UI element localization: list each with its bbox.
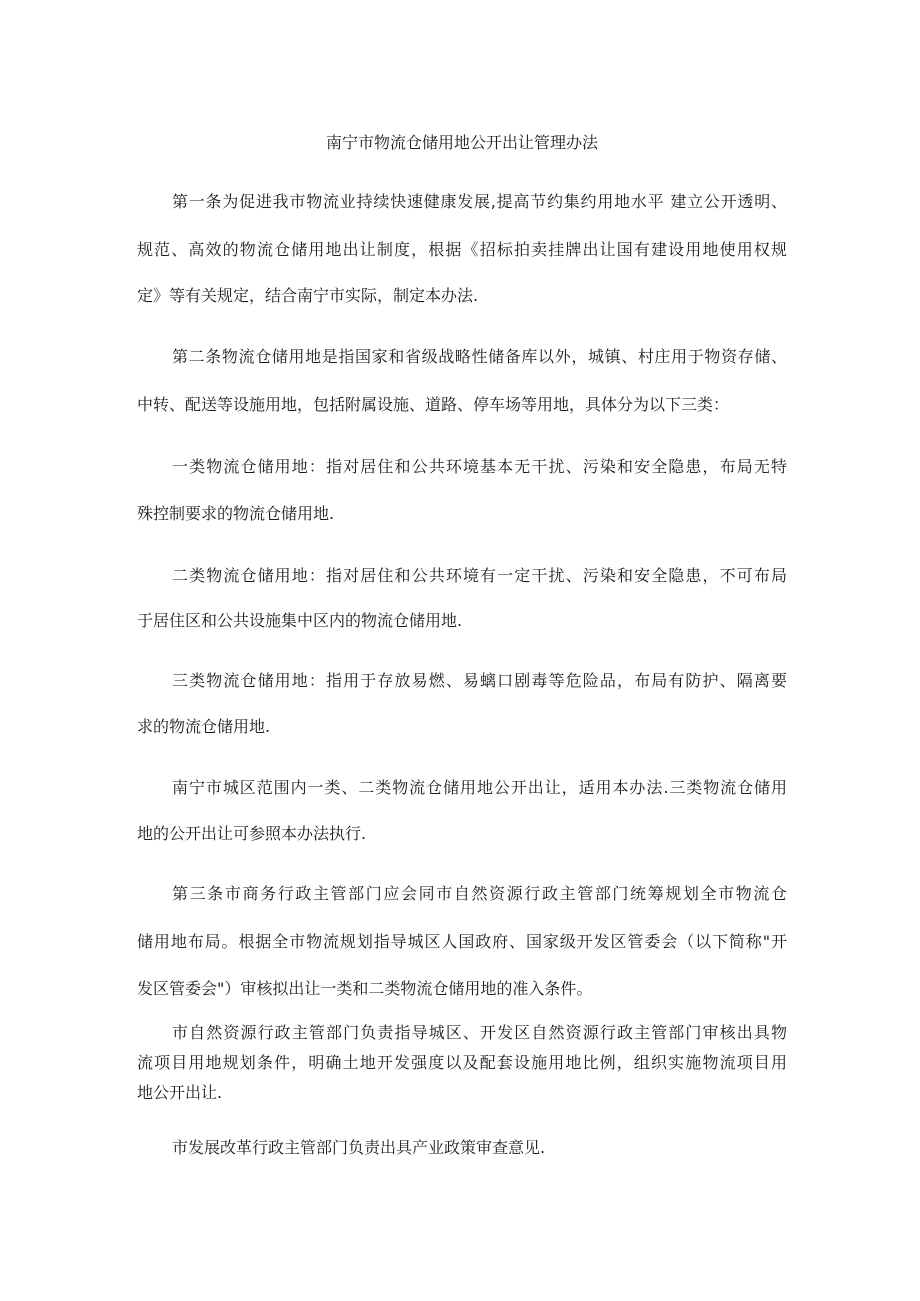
paragraph-line: 发区管委会"）审核拟出让一类和二类物流仓储用地的准入条件。 [137, 979, 593, 998]
paragraph-line: 第一条为促进我市物流业持续快速健康发展,提高节约集约用地水平 建立公开透明、 [172, 192, 787, 211]
paragraph-line: 市发展改革行政主管部门负责出具产业政策审查意见. [172, 1138, 546, 1157]
paragraph-line: 南宁市城区范围内一类、二类物流仓储用地公开出让，适用本办法.三类物流仓储用 [172, 778, 787, 797]
document-title: 南宁市物流仓储用地公开出让管理办法 [325, 133, 598, 152]
paragraph-article-3 [137, 882, 787, 1001]
paragraph-line: 储用地布局。根据全市物流规划指导城区人国政府、国家级开发区管委会（以下简称"开 [137, 932, 787, 951]
paragraph-line: 市自然资源行政主管部门负责指导城区、开发区自然资源行政主管部门审核出具物 [172, 1023, 787, 1042]
paragraph-development-reform [137, 1136, 787, 1160]
paragraph-line: 于居住区和公共设施集中区内的物流仓储用地. [137, 611, 463, 630]
paragraph-line: 二类物流仓储用地：指对居住和公共环境有一定干扰、污染和安全隐患，不可布局 [172, 566, 787, 585]
paragraph-scope [137, 776, 787, 846]
paragraph-line: 一类物流仓储用地：指对居住和公共环境基本无干扰、污染和安全隐患，布局无特 [172, 457, 787, 476]
paragraph-line: 定》等有关规定，结合南宁市实际，制定本办法. [137, 286, 479, 305]
paragraph-article-1 [137, 190, 787, 308]
paragraph-line: 中转、配送等设施用地，包括附属设施、道路、停车场等用地，具体分为以下三类： [137, 395, 730, 414]
paragraph-line: 流项目用地规划条件，明确土地开发强度以及配套设施用地比例，组织实施物流项目用 [137, 1053, 787, 1072]
paragraph-class-1 [137, 455, 787, 526]
paragraph-line: 三类物流仓储用地：指用于存放易燃、易螭口剧毒等危险品，布局有防护、隔离要 [172, 671, 787, 690]
paragraph-natural-resources [137, 1021, 787, 1105]
paragraph-line: 求的物流仓储用地. [137, 717, 271, 736]
paragraph-line: 地公开出让. [137, 1083, 223, 1102]
paragraph-line: 第二条物流仓储用地是指国家和省级战略性储备库以外，城镇、村庄用于物资存储、 [172, 347, 787, 366]
paragraph-class-3 [137, 669, 787, 739]
paragraph-line: 第三条市商务行政主管部门应会同市自然资源行政主管部门统筹规划全市物流仓 [172, 884, 787, 903]
paragraph-line: 地的公开出让可参照本办法执行. [137, 824, 367, 843]
paragraph-line: 规范、高效的物流仓储用地出让制度，根据《招标拍卖挂牌出让国有建设用地使用权规 [137, 240, 787, 259]
paragraph-line: 殊控制要求的物流仓储用地. [137, 504, 335, 523]
paragraph-article-2 [137, 345, 787, 417]
paragraph-class-2 [137, 564, 787, 633]
